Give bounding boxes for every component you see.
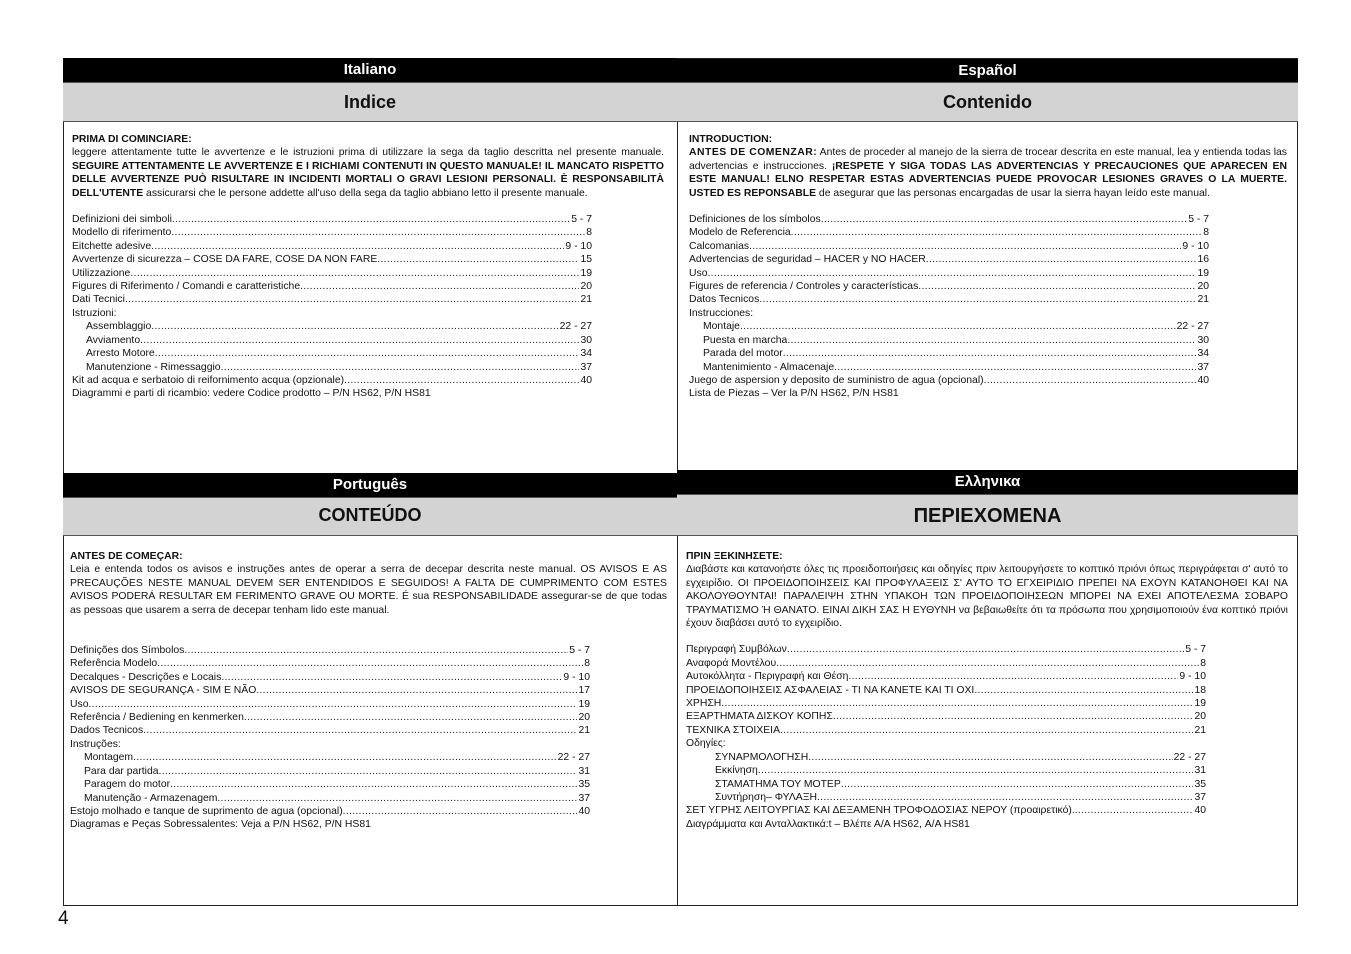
intro-text-bold: ¡RESPETE Y SIGA TODAS LAS ADVERTENCIAS Y PRECAUCIONES QUE APARECEN EN ESTE MANUAL! ELNO RESPETAR ESTAS ADVERTENCIAS PUEDE PROVOCAR LESIONES GRAVES O LA MUERTE. USTED ES REPONSABLE <box>689 160 1287 199</box>
section-title-conteudo: CONTEÚDO <box>63 497 677 536</box>
toc-leader-dots <box>787 643 1184 656</box>
toc-entry-page <box>591 307 592 320</box>
toc-entry-page: 21 <box>1197 294 1209 306</box>
toc-entry-page: 16 <box>1197 254 1209 266</box>
toc-entry-page: 21 <box>1194 724 1206 736</box>
toc-entry-page: 17 <box>578 685 590 697</box>
toc-entry-label: Paragem do motor <box>84 779 171 791</box>
toc-entry-page: 19 <box>578 698 590 710</box>
toc-entry-label: Parada del motor <box>703 348 783 360</box>
toc-entry <box>686 751 1206 764</box>
toc-entry <box>686 697 1206 710</box>
toc-entry <box>689 253 1209 266</box>
toc-entry-page: 15 <box>580 254 592 266</box>
toc-entry <box>689 267 1209 280</box>
toc-leader-dots <box>926 253 1197 266</box>
toc-entry-label: Instrucciones: <box>689 307 754 319</box>
toc-leader-dots <box>171 226 585 239</box>
toc-entry <box>686 764 1206 777</box>
intro-heading: ΠΡΙΝ ΞΕΚΙΝΗΣΕΤΕ: <box>686 551 783 562</box>
toc-leader-dots <box>791 226 1203 239</box>
language-header-italiano: Italiano <box>63 58 677 82</box>
toc-entry-page: 19 <box>1194 698 1206 710</box>
toc-entry-label: Kit ad acqua e serbatoio di reifornimento acqua (opzionale) <box>72 374 345 386</box>
section-body-ellinika <box>686 550 1288 831</box>
toc-entry-page: 5 - 7 <box>1188 214 1209 226</box>
toc-entry-label: Εκκίνηση <box>715 765 758 777</box>
toc-leader-dots <box>121 738 589 751</box>
toc-entry <box>72 267 592 280</box>
toc-entry-label: Avviamento <box>86 334 141 346</box>
toc-entry-label: Utilizzazione <box>72 267 131 279</box>
toc-entry-page: 37 <box>1194 791 1206 803</box>
toc-entry-label: ΣΤΑΜΑΤΗΜΑ ΤΟΥ ΜΟΤΕΡ <box>715 778 841 790</box>
toc-entry <box>72 213 592 226</box>
toc-entry-label: ΠΡΟΕΙΔΟΠΟΙΗΣΕΙΣ ΑΣΦΑΛΕΙΑΣ - ΤΙ ΝΑ ΚΑΝΕΤΕ ΚΑΙ ΤΙ ΟΧΙ <box>686 684 975 696</box>
toc-entry <box>70 751 590 764</box>
toc-entry-label: Avvertenze di sicurezza – COSE DA FARE, COSE DA NON FARE <box>72 254 378 266</box>
section-title-indice: Indice <box>63 82 677 122</box>
toc-entry-label: Montagem <box>84 752 134 764</box>
toc-entry <box>70 724 590 737</box>
toc-leader-dots <box>808 751 1172 764</box>
toc-entry-page: 30 <box>580 334 592 346</box>
toc-entry <box>70 657 590 670</box>
toc-leader-dots <box>157 657 583 670</box>
toc-entry-label: Οδηγίες: <box>686 738 726 750</box>
toc-entry-page <box>1205 818 1206 831</box>
toc-entry <box>72 293 592 306</box>
toc-leader-dots <box>780 724 1193 737</box>
toc-entry <box>70 792 590 805</box>
toc-leader-dots <box>1075 804 1194 817</box>
intro-text: assicurarsi che le persone addette all'uso della sega da taglio abbiano letto il presente manuale. <box>143 187 588 199</box>
toc-leader-dots <box>172 213 570 226</box>
toc-leader-dots <box>221 361 580 374</box>
toc-entry-label: ΣΕΤ ΥΓΡΗΣ ΛΕΙΤΟΥΡΓΙΑΣ ΚΑΙ ΔΕΞΑΜΕΝΗ ΤΡΟΦΟΔΟΣΙΑΣ ΝΕΡΟΥ (προαιρετικό). <box>686 805 1075 817</box>
toc-leader-dots <box>244 711 578 724</box>
intro-italiano <box>72 133 664 200</box>
toc-leader-dots <box>125 293 580 306</box>
toc-leader-dots <box>377 253 579 266</box>
toc-leader-dots <box>217 792 577 805</box>
toc-entry-label: ΣΥΝΑΡΜΟΛΟΓΗΣΗ <box>715 751 809 763</box>
toc-entry-page <box>1208 307 1209 320</box>
toc-entry-label: Αναφορά Μοντέλου <box>686 657 777 669</box>
intro-portugues <box>70 550 667 617</box>
toc-leader-dots <box>140 334 579 347</box>
language-header-portugues: Português <box>63 473 677 497</box>
toc-entry-label: Para dar partida <box>84 765 159 777</box>
toc-entry-label: Modelo de Referencia <box>689 227 791 239</box>
toc-leader-dots <box>88 698 577 711</box>
toc-entry <box>70 684 590 697</box>
toc-entry-page: 35 <box>1194 778 1206 790</box>
toc-entry-page: 21 <box>578 725 590 737</box>
toc-leader-dots <box>184 644 568 657</box>
toc-leader-dots <box>759 293 1196 306</box>
toc-leader-dots <box>431 387 591 400</box>
toc-entry <box>72 374 592 387</box>
toc-entry-label: Αυτοκόλλητα - Περιγραφή και Θέση <box>686 671 849 683</box>
toc-entry <box>70 644 590 657</box>
toc-leader-dots <box>707 267 1196 280</box>
toc-entry <box>689 307 1209 320</box>
toc-entry-page: 20 <box>580 281 592 293</box>
toc-leader-dots <box>344 374 579 387</box>
toc-entry <box>70 818 590 831</box>
toc-entry-label: Dati Tecnici <box>72 294 125 306</box>
toc-leader-dots <box>726 737 1205 750</box>
page-number: 4 <box>58 908 69 929</box>
toc-entry-label: Figures di Riferimento / Comandi e caratteristiche <box>72 281 301 293</box>
toc-entry-label: Decalques - Descrições e Locais <box>70 671 222 683</box>
toc-entry-page: 30 <box>1197 334 1209 346</box>
toc-leader-dots <box>758 764 1194 777</box>
toc-entry <box>72 361 592 374</box>
toc-leader-dots <box>170 778 577 791</box>
toc-espanol <box>689 213 1209 401</box>
toc-entry <box>70 671 590 684</box>
toc-entry <box>70 805 590 818</box>
toc-entry-page: 40 <box>580 374 592 386</box>
toc-entry-page: 37 <box>580 361 592 373</box>
toc-entry-label: Referência Modelo <box>70 658 158 670</box>
toc-entry <box>72 280 592 293</box>
toc-entry <box>689 240 1209 253</box>
toc-leader-dots <box>984 374 1197 387</box>
toc-entry-label: Diagrammi e parti di ricambio: vedere Codice prodotto – P/N HS62, P/N HS81 <box>72 388 431 400</box>
toc-entry <box>72 253 592 266</box>
language-header-ellinika: Ελληνικα <box>677 470 1298 494</box>
toc-leader-dots <box>740 320 1176 333</box>
toc-leader-dots <box>918 280 1196 293</box>
toc-entry <box>686 724 1206 737</box>
toc-entry-page: 9 - 10 <box>1179 671 1206 683</box>
toc-entry <box>70 698 590 711</box>
toc-entry <box>72 334 592 347</box>
toc-entry-page <box>1205 737 1206 750</box>
toc-leader-dots <box>721 697 1193 710</box>
toc-entry-label: Diagramas e Peças Sobressalentes: Veja a P/N HS62, P/N HS81 <box>70 819 371 831</box>
toc-entry-page: 19 <box>580 267 592 279</box>
toc-leader-dots <box>749 240 1181 253</box>
toc-entry <box>689 387 1209 400</box>
toc-leader-dots <box>159 765 578 778</box>
toc-entry-label: Definições dos Símbolos <box>70 645 185 657</box>
intro-text: Διαβάστε και κατανοήστε όλες τις προειδοποιήσεις και οδηγίες πριν λειτουργήσετε το κοπτικό πριόνι όπως περιγράφεται σ' αυτό το εγχειρίδιο. ΟΙ ΠΡΟΕΙΔΟΠΟΙΗΣΕΙΣ ΚΑΙ ΠΡΟΦΥΛΑΞΕΙΣ Σ' ΑΥΤΟ ΤΟ ΕΓΧΕΙΡΙΔΙΟ ΠΡΕΠΕΙ ΝΑ ΕΧΟΥΝ ΚΑΤΑΝΟΗΘΕΙ ΚΑΙ ΝΑ ΑΚΟΛΟΥΘΟΥΝΤΑΙ! ΠΑΡΑΛΕΙΨΗ ΣΤΗΝ ΥΠΑΚΟΗ ΤΩΝ ΠΡΟΕΙΔΟΠΟΙΗΣΕΩΝ ΜΠΟΡΕΙ ΝΑ ΕΧΕΙ ΑΠΟΤΕΛΕΣΜΑ ΣΟΒΑΡΟ ΤΡΑΥΜΑΤΙΣΜΟ Ή ΘΑΝΑΤΟ. ΕΙΝΑΙ ΔΙΚΗ ΣΑΣ Η ΕΥΘΥΝΗ να βεβαιωθείτε ότι τα πρόσωπα που χρησιμοποιούν ένα κοπτικό πριόνι έχουν διαβάσει αυτό το εγχειρίδιο. <box>686 564 1288 630</box>
toc-leader-dots <box>143 724 577 737</box>
toc-entry <box>686 710 1206 723</box>
toc-entry-label: Definiciones de los símbolos <box>689 214 821 226</box>
toc-entry <box>689 280 1209 293</box>
toc-entry-label: ΤΕΧΝΙΚΑ ΣΤΟΙΧΕΙΑ <box>686 724 781 736</box>
toc-entry-page <box>589 738 590 751</box>
toc-entry-label: Instruções: <box>70 738 121 750</box>
toc-entry <box>689 374 1209 387</box>
section-title-periexomena: ΠΕΡΙΕΧΟΜΕΝΑ <box>677 494 1298 536</box>
toc-entry-page: 8 <box>586 227 592 239</box>
toc-entry <box>72 320 592 333</box>
toc-entry-label: Figures de referencia / Controles y características <box>689 281 919 293</box>
toc-entry-page: 22 - 27 <box>1176 321 1209 333</box>
toc-leader-dots <box>133 751 557 764</box>
toc-entry-page: 40 <box>1194 805 1206 817</box>
toc-entry-page: 37 <box>1197 361 1209 373</box>
toc-leader-dots <box>371 818 589 831</box>
toc-entry-page: 5 - 7 <box>571 214 592 226</box>
toc-entry <box>686 791 1206 804</box>
toc-entry-label: Istruzioni: <box>72 307 117 319</box>
toc-entry <box>689 334 1209 347</box>
toc-entry <box>689 361 1209 374</box>
toc-entry-page: 8 <box>1203 227 1209 239</box>
toc-entry-label: Arresto Motore <box>86 348 155 360</box>
toc-entry-label: Referência / Bediening en kenmerken <box>70 712 244 724</box>
section-body-portugues <box>70 550 667 832</box>
intro-espanol <box>689 133 1287 200</box>
toc-entry <box>689 320 1209 333</box>
toc-leader-dots <box>841 778 1194 791</box>
toc-entry-page: 22 - 27 <box>557 752 590 764</box>
intro-heading: ANTES DE COMEÇAR: <box>70 551 183 562</box>
toc-entry-page: 20 <box>1197 281 1209 293</box>
toc-entry-page <box>591 387 592 400</box>
intro-text: Antes de proceder al manejo de la sierra de trocear descrita en este manual, lea y entienda todas las advertencias e instrucciones. <box>689 147 1287 172</box>
toc-leader-dots <box>970 818 1205 831</box>
toc-entry-page: 5 - 7 <box>1185 644 1206 656</box>
toc-leader-dots <box>256 684 577 697</box>
toc-entry <box>72 387 592 400</box>
toc-entry-label: ΕΞΑΡΤΗΜΑΤΑ ΔΙΣΚΟΥ ΚΟΠΗΣ <box>686 711 833 723</box>
toc-leader-dots <box>343 805 578 818</box>
toc-entry-label: Juego de aspersion y deposito de suministro de agua (opcional) <box>689 374 984 386</box>
toc-entry-label: Διαγράμματα και Ανταλλακτικά:t – Βλέπε Α/Α HS62, Α/Α HS81 <box>686 818 970 830</box>
toc-entry <box>689 293 1209 306</box>
toc-entry-page: 37 <box>578 792 590 804</box>
toc-entry <box>686 737 1206 750</box>
toc-italiano <box>72 213 592 401</box>
toc-entry-label: Lista de Piezas – Ver la P/N HS62, P/N HS81 <box>689 388 899 400</box>
toc-entry <box>686 657 1206 670</box>
intro-text: leggere attentamente tutte le avvertenze e le istruzioni prima di utilizzare la sega da taglio descritta nel presente manuale. <box>72 147 664 159</box>
toc-leader-dots <box>899 387 1208 400</box>
toc-entry-label: Dados Tecnicos <box>70 725 144 737</box>
toc-leader-dots <box>753 307 1208 320</box>
toc-ellinika <box>686 643 1206 831</box>
toc-leader-dots <box>783 347 1197 360</box>
toc-entry-page: 20 <box>1194 711 1206 723</box>
intro-text-bold: SEGUIRE ATTENTAMENTE LE AVVERTENZE E I RICHIAMI CONTENUTI IN QUESTO MANUALE! IL MANCATO RISPETTO DELLE AVVERTENZE PUÒ RISULTARE IN INCIDENTI MORTALI O GRAVI LESIONI PERSONALI. È RESPONSABILITÀ DELL'UTENTE <box>72 160 664 199</box>
toc-leader-dots <box>833 710 1194 723</box>
toc-entry <box>686 684 1206 697</box>
toc-entry <box>70 711 590 724</box>
toc-entry-label: Uso <box>70 698 89 710</box>
toc-leader-dots <box>151 240 564 253</box>
toc-leader-dots <box>974 684 1193 697</box>
intro-text-bold: ANTES DE COMENZAR: <box>689 147 818 159</box>
section-body-italiano <box>72 133 664 401</box>
toc-entry <box>72 226 592 239</box>
toc-entry-page: 9 - 10 <box>565 240 592 252</box>
toc-entry-label: Calcomanias <box>689 240 750 252</box>
toc-entry-label: Uso <box>689 267 708 279</box>
toc-entry-label: Mantenimiento - Almacenaje <box>703 361 835 373</box>
toc-leader-dots <box>848 670 1178 683</box>
toc-entry <box>689 347 1209 360</box>
toc-entry-page: 21 <box>580 294 592 306</box>
toc-portugues <box>70 644 590 832</box>
toc-entry <box>689 226 1209 239</box>
toc-entry-page: 34 <box>1197 348 1209 360</box>
toc-entry-label: Estojo molhado e tanque de suprimento de agua (opcional) <box>70 805 343 817</box>
toc-entry-page: 22 - 27 <box>559 321 592 333</box>
toc-entry-label: Περιγραφή Συμβόλων <box>686 644 787 656</box>
toc-entry-label: Eitchette adesive <box>72 240 152 252</box>
toc-entry-page: 35 <box>578 779 590 791</box>
intro-heading: INTRODUCTION: <box>689 134 773 145</box>
toc-entry <box>72 347 592 360</box>
toc-entry <box>686 818 1206 831</box>
toc-entry-label: Definizioni dei simboli <box>72 214 172 226</box>
toc-entry-page: 19 <box>1197 267 1209 279</box>
toc-entry-page: 20 <box>578 712 590 724</box>
toc-leader-dots <box>130 267 579 280</box>
toc-leader-dots <box>834 361 1196 374</box>
toc-entry <box>70 738 590 751</box>
toc-entry <box>689 213 1209 226</box>
language-header-espanol: Español <box>677 59 1298 83</box>
toc-leader-dots <box>300 280 579 293</box>
section-body-espanol <box>689 133 1287 401</box>
intro-text: de asegurar que las personas encargadas de usar la sierra hayan leído este manual. <box>816 187 1210 199</box>
toc-entry-page: 34 <box>580 348 592 360</box>
toc-entry-label: Συντήρηση– ΦΥΛΑΞΗ <box>715 791 817 803</box>
toc-entry-label: Montaje <box>703 321 740 333</box>
toc-entry-page: 22 - 27 <box>1173 751 1206 763</box>
toc-entry-label: Manutenzione - Rimessaggio <box>86 361 221 373</box>
toc-entry-page: 8 <box>1200 657 1206 669</box>
section-title-contenido: Contenido <box>677 82 1298 122</box>
intro-heading: PRIMA DI COMINCIARE: <box>72 134 192 145</box>
toc-entry-page: 9 - 10 <box>1182 240 1209 252</box>
toc-entry <box>686 643 1206 656</box>
toc-entry-page: 9 - 10 <box>563 671 590 683</box>
toc-entry-label: Puesta en marcha <box>703 334 788 346</box>
toc-entry-label: Manutenção - Armazenagem <box>84 792 218 804</box>
toc-entry <box>686 778 1206 791</box>
toc-leader-dots <box>817 791 1193 804</box>
toc-entry <box>72 240 592 253</box>
toc-entry-page: 8 <box>584 658 590 670</box>
intro-text: Leia e entenda todos os avisos e instruções antes de operar a serra de decepar descrita neste manual. OS AVISOS E AS PRECAUÇÕES NESTE MANUAL DEVEM SER ENTENDIDOS E SEGUIDOS! A FALTA DE CUMPRIMENTO COM ESTES AVISOS PODERÁ RESULTAR EM FERIMENTO GRAVE OU MORTE. É sua RESPONSABILIDADE assegurar-se de que todas as pessoas que usarem a serra de decepar tenham lido este manual. <box>70 564 667 616</box>
toc-leader-dots <box>821 213 1188 226</box>
toc-leader-dots <box>221 671 562 684</box>
toc-leader-dots <box>116 307 591 320</box>
toc-leader-dots <box>776 657 1199 670</box>
toc-entry <box>70 765 590 778</box>
toc-leader-dots <box>151 320 558 333</box>
toc-entry <box>686 804 1206 817</box>
toc-entry-label: Datos Tecnicos <box>689 294 760 306</box>
toc-entry-page: 40 <box>578 805 590 817</box>
toc-entry-page: 31 <box>578 765 590 777</box>
toc-entry-page: 40 <box>1197 374 1209 386</box>
toc-entry-label: Modello di riferimento <box>72 227 172 239</box>
toc-leader-dots <box>787 334 1196 347</box>
toc-entry-page <box>1208 387 1209 400</box>
toc-entry <box>70 778 590 791</box>
toc-entry-label: ΧΡΗΣΗ <box>686 698 722 710</box>
toc-leader-dots <box>155 347 580 360</box>
toc-entry-label: Assemblaggio <box>86 321 152 333</box>
toc-entry-page <box>589 818 590 831</box>
toc-entry-page: 5 - 7 <box>569 645 590 657</box>
toc-entry-page: 31 <box>1194 765 1206 777</box>
toc-entry-page: 18 <box>1194 684 1206 696</box>
toc-entry <box>686 670 1206 683</box>
intro-ellinika <box>686 550 1288 630</box>
toc-entry-label: Advertencias de seguridad – HACER y NO HACER <box>689 254 926 266</box>
toc-entry-label: AVISOS DE SEGURANÇA - SIM E NÃO <box>70 685 257 697</box>
toc-entry <box>72 307 592 320</box>
